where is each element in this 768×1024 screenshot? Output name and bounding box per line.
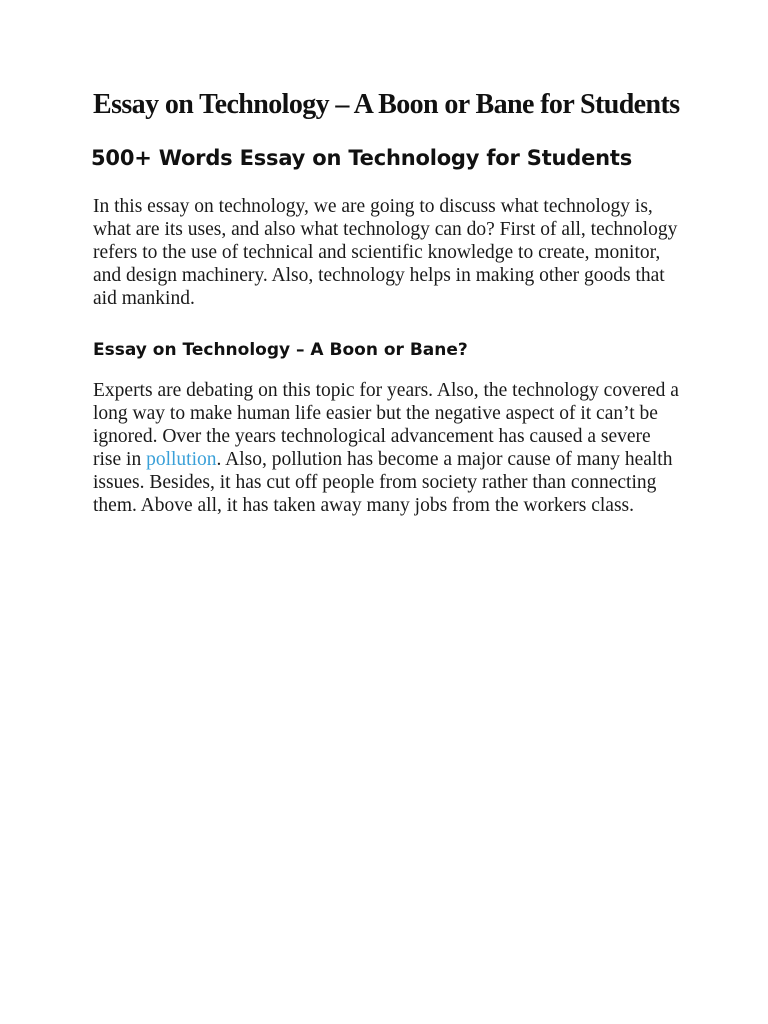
intro-paragraph: In this essay on technology, we are going to discuss what technology is, what are its uses, and also what technology can do? First of all, technology refers to the use of technical and scientific knowledge to create, monitor, and design machinery. Also, technology helps in making other goods that aid mankind. [93, 196, 678, 309]
paragraph-text-before-link: Experts are debating on this topic for years. Also, the technology covered a long way to make human life easier but the negative aspect of it can’t be ignored. Over the years technological advancement has caused a severe rise in [93, 380, 679, 470]
pollution-link[interactable]: pollution [146, 449, 217, 470]
section-paragraph [93, 379, 683, 517]
section-heading: Essay on Technology – A Boon or Bane? [93, 340, 468, 360]
page-title: Essay on Technology – A Boon or Bane for Students [93, 89, 680, 120]
page-subtitle: 500+ Words Essay on Technology for Students [91, 146, 633, 170]
paragraph-text-after-link: . Also, pollution has become a major cause of many health issues. Besides, it has cut off people from society rather than connecting them. Above all, it has taken away many jobs from the workers class. [93, 449, 673, 516]
document-page [93, 88, 683, 517]
